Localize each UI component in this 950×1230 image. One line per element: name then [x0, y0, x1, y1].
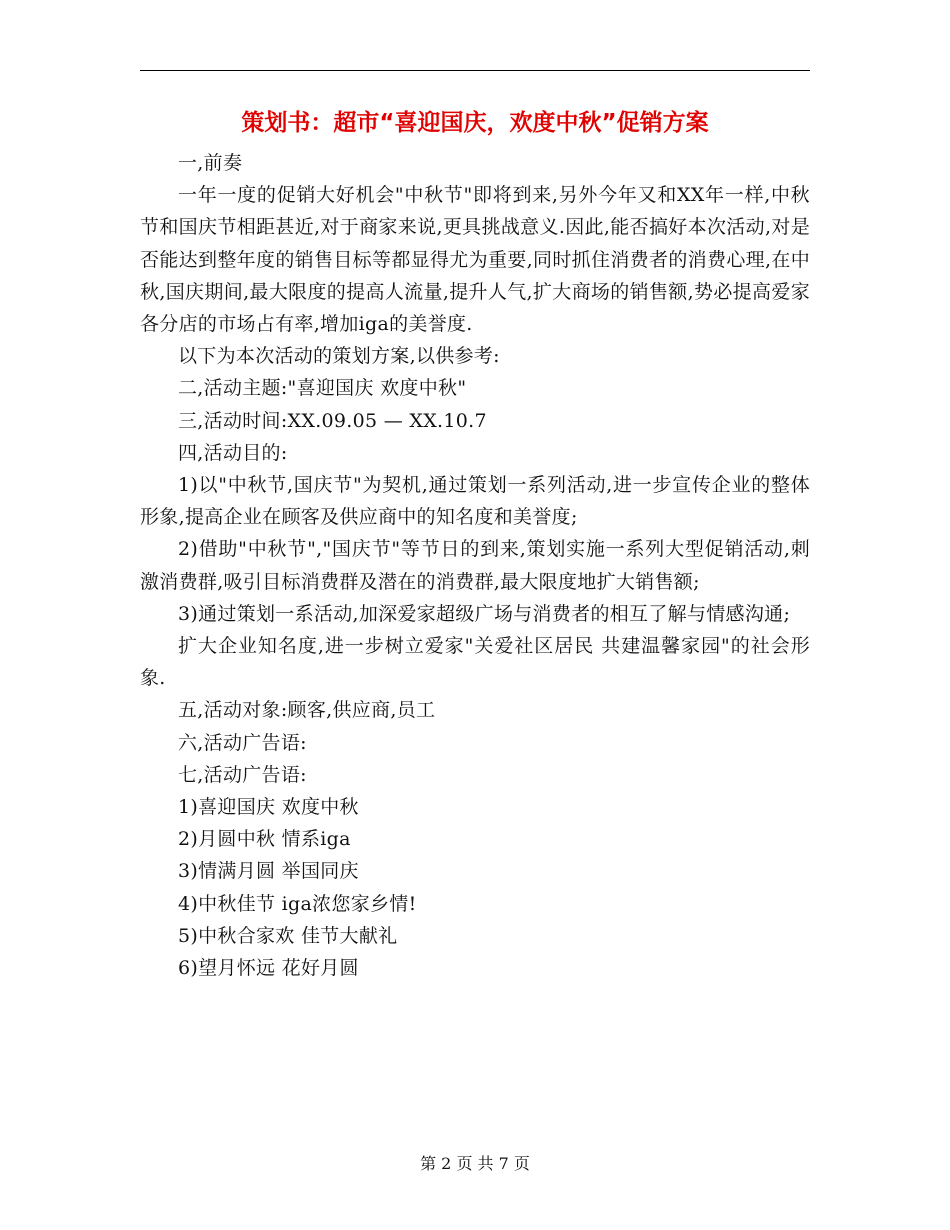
- paragraph: 五,活动对象:顾客,供应商,员工: [178, 699, 436, 722]
- paragraph: 二,活动主题:"喜迎国庆 欢度中秋": [178, 377, 467, 400]
- paragraph: 一年一度的促销大好机会"中秋节"即将到来,另外今年又和XX年一样,中秋节和国庆节相距甚近,对于商家来说,更具挑战意义.因此,能否搞好本次活动,对是否能达到整年度的销售目标等都显得尤为重要,同时抓住消费者的消费心理,在中秋,国庆期间,最大限度的提高人流量,提升人气,扩大商场的销售额,势必提高爱家各分店的市场占有率,增加iga的美誉度.: [140, 184, 810, 336]
- paragraph: 4)中秋佳节 iga浓您家乡情!: [178, 892, 417, 915]
- paragraph: 以下为本次活动的策划方案,以供参考:: [178, 345, 500, 368]
- paragraph: 四,活动目的:: [178, 441, 288, 464]
- header-rule: [140, 70, 810, 71]
- paragraph: 3)通过策划一系活动,加深爱家超级广场与消费者的相互了解与情感沟通;: [178, 602, 791, 625]
- paragraph: 2)月圆中秋 情系iga: [178, 828, 351, 851]
- document-title: 策划书：超市“喜迎国庆，欢度中秋”促销方案: [241, 110, 709, 136]
- paragraph: 3)情满月圆 举国同庆: [178, 860, 359, 883]
- paragraph: 六,活动广告语:: [178, 731, 307, 754]
- paragraph: 6)望月怀远 花好月圆: [178, 957, 359, 980]
- paragraph: 1)喜迎国庆 欢度中秋: [178, 796, 359, 819]
- paragraph: 七,活动广告语:: [178, 763, 307, 786]
- paragraph: 一,前奏: [178, 152, 243, 174]
- document-body: [140, 147, 810, 984]
- paragraph: 扩大企业知名度,进一步树立爱家"关爱社区居民 共建温馨家园"的社会形象.: [140, 635, 810, 690]
- paragraph: 2)借助"中秋节","国庆节"等节日的到来,策划实施一系列大型促销活动,刺激消费群,吸引目标消费群及潜在的消费群,最大限度地扩大销售额;: [140, 538, 810, 593]
- paragraph: 1)以"中秋节,国庆节"为契机,通过策划一系列活动,进一步宣传企业的整体形象,提高企业在顾客及供应商中的知名度和美誉度;: [140, 474, 810, 529]
- paragraph: 5)中秋合家欢 佳节大献礼: [178, 924, 398, 947]
- paragraph: 三,活动时间:XX.09.05 — XX.10.7: [178, 409, 487, 432]
- page-number: 第 2 页 共 7 页: [420, 1154, 530, 1173]
